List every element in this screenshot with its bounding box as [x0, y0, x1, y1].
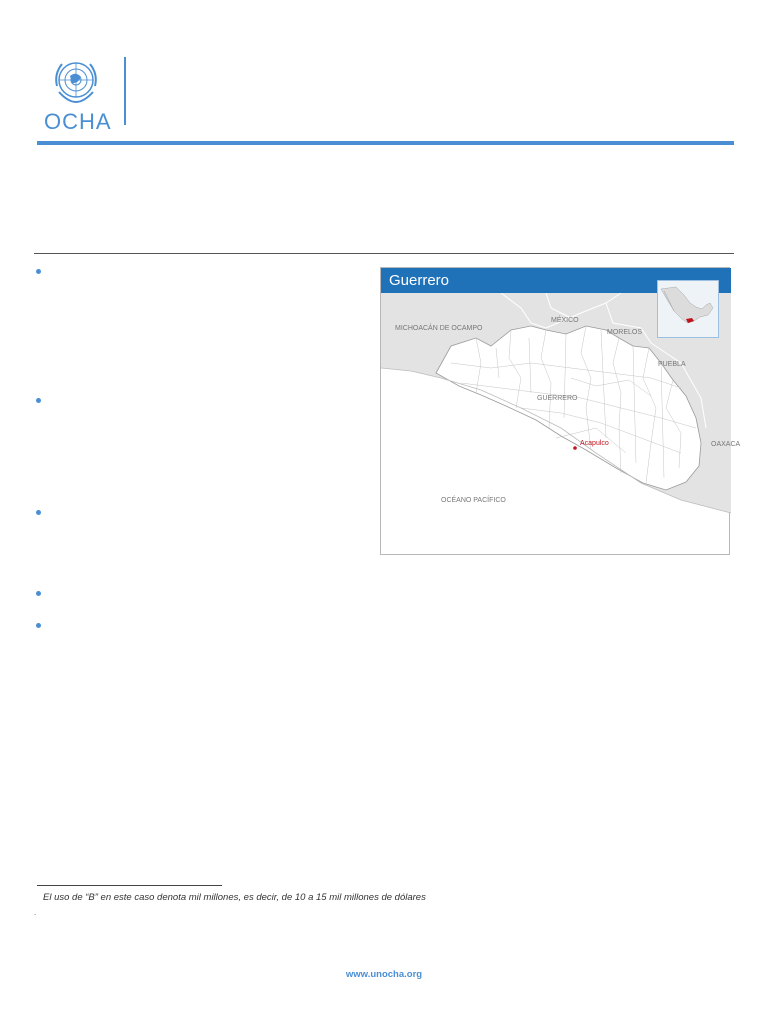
acapulco-marker-icon [573, 446, 577, 450]
section-rule [34, 253, 734, 254]
bullet-3 [36, 510, 41, 515]
un-emblem-icon [50, 56, 102, 108]
guerrero-map [380, 267, 741, 555]
label-guerrero: GUERRERO [537, 395, 578, 402]
footer-url-link[interactable]: www.unocha.org [345, 969, 423, 980]
label-michoacan: MICHOACÁN DE OCAMPO [395, 325, 483, 332]
bullet-4 [36, 591, 41, 596]
mexico-inset-icon [658, 281, 718, 337]
ocha-logo [40, 56, 130, 136]
footnote-text: El uso de “B” en este caso denota mil millones, es decir, de 10 a 15 mil millones de dólares [43, 892, 426, 903]
map-title: Guerrero [389, 272, 450, 289]
label-oaxaca: OAXACA [711, 441, 741, 448]
ocha-logo-text: OCHA [44, 109, 112, 134]
bullet-1 [36, 269, 41, 274]
bullet-5 [36, 623, 41, 628]
logo-divider [124, 57, 126, 125]
bullet-2 [36, 398, 41, 403]
label-acapulco: Acapulco [580, 440, 609, 447]
header-rule [37, 141, 734, 145]
label-morelos: MORELOS [607, 329, 643, 336]
label-ocean: OCÉANO PACÍFICO [441, 497, 506, 504]
inset-map [657, 280, 719, 338]
footnote-dot: . [34, 908, 37, 917]
label-mexico: MÉXICO [551, 317, 579, 324]
label-puebla: PUEBLA [658, 361, 686, 368]
footnote-rule [37, 885, 222, 886]
